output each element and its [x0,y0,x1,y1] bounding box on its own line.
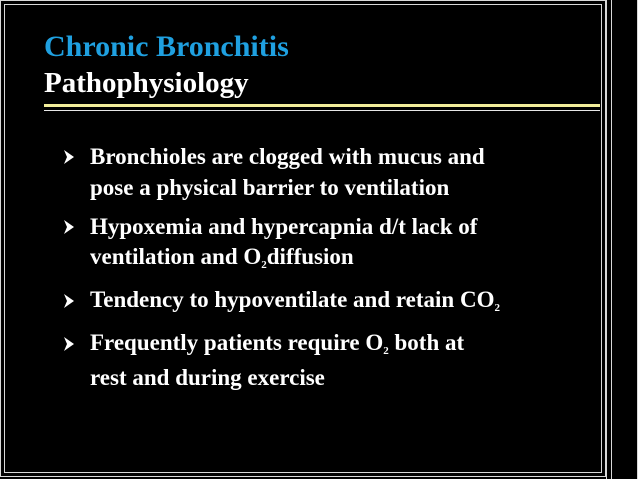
bullet-text-line [90,328,464,358]
bullet-text-line: Hypoxemia and hypercapnia d/t lack of [90,214,478,239]
bullet-text-segment: diffusion [266,244,354,269]
slide-title: Chronic Bronchitis [44,30,289,63]
subscript-2: 2 [383,345,389,357]
title-underline-rule [44,104,600,107]
bullet-text-line [90,242,354,272]
bullet-text-segment: both at [388,330,465,355]
frame-right-line-1 [606,0,607,479]
frame-right-line-2 [611,0,612,479]
arrowhead-bullet-icon [64,150,74,164]
bullet-text-line [90,285,500,315]
bullet-text-line: pose a physical barrier to ventilation [90,175,450,200]
arrowhead-bullet-icon [64,220,74,234]
bullet-text-segment: ventilation and O [90,244,262,269]
subscript-2: 2 [494,302,500,314]
bullet-text-line: Bronchioles are clogged with mucus and [90,144,485,169]
bullet-text-line: rest and during exercise [90,365,325,390]
slide-subtitle: Pathophysiology [44,67,249,99]
arrowhead-bullet-icon [64,337,74,351]
subscript-2: 2 [261,259,267,271]
title-underline-thin-rule [44,110,600,111]
bullet-text-segment: Tendency to hypoventilate and retain CO [90,287,495,312]
bullet-text-segment: Frequently patients require O [90,330,384,355]
arrowhead-bullet-icon [64,294,74,308]
